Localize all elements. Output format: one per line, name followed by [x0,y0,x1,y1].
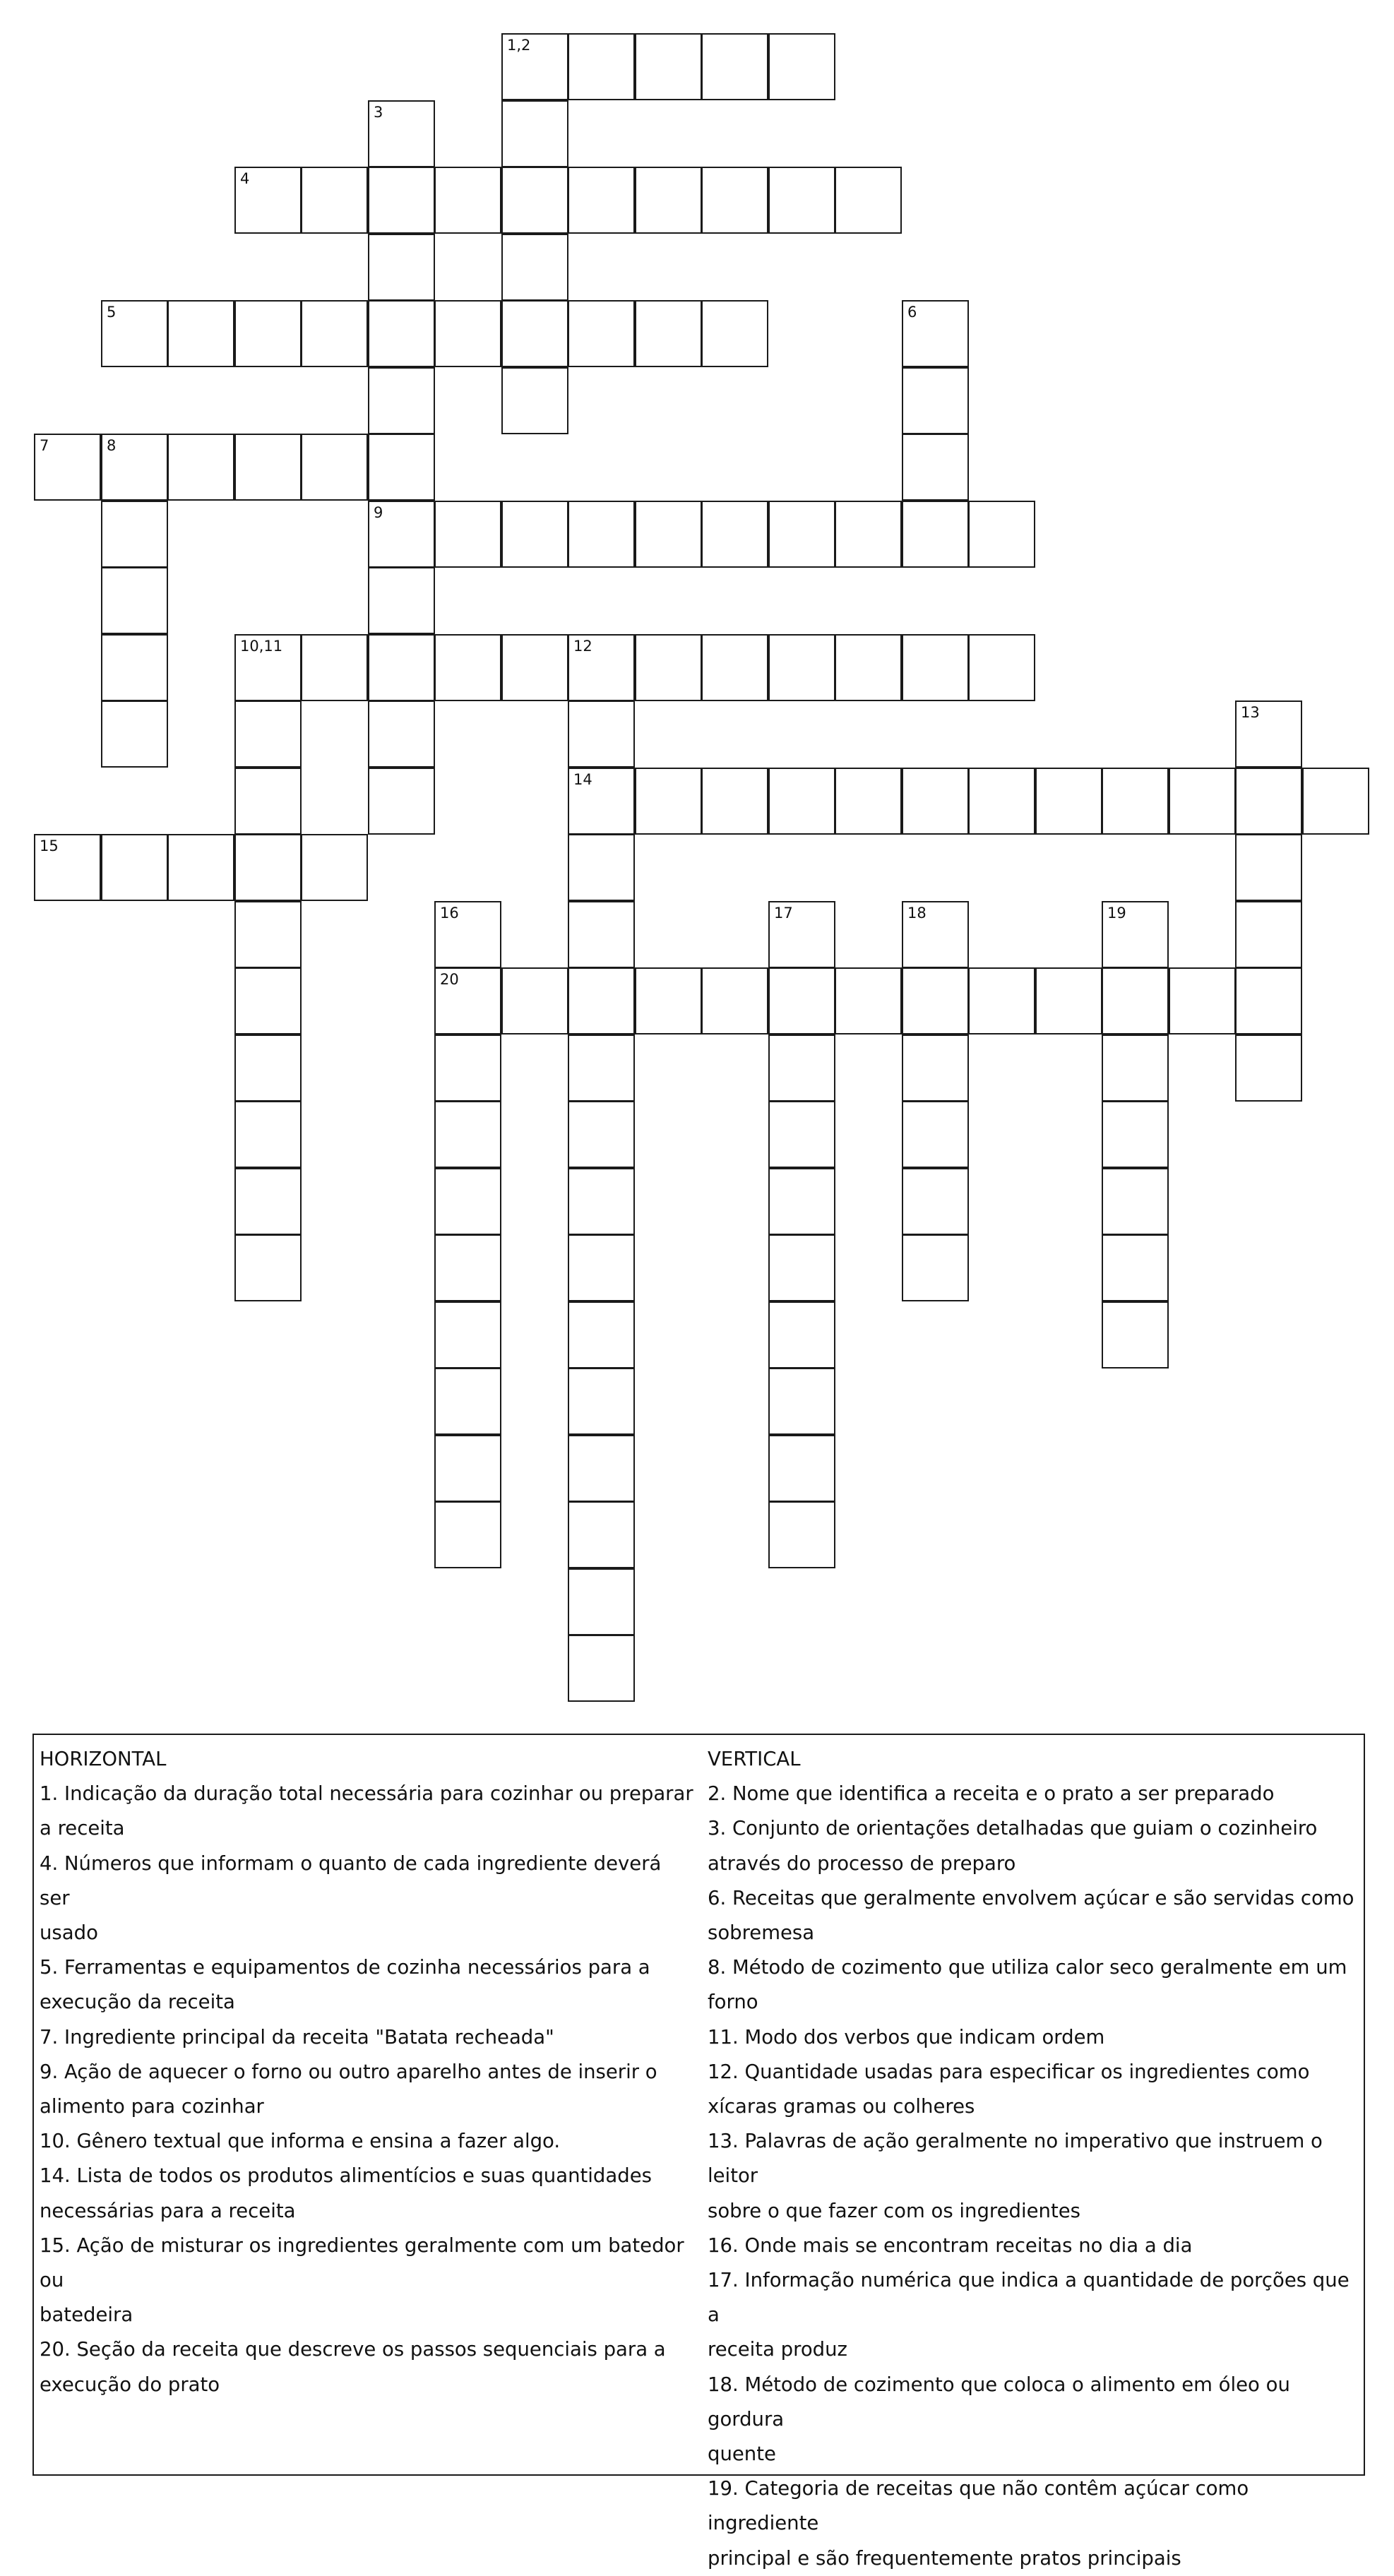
grid-cell[interactable] [835,634,902,701]
grid-cell[interactable] [234,167,302,234]
grid-cell[interactable] [701,167,768,234]
clue-line: principal e são frequentemente pratos principais [708,2546,1181,2570]
clue-line: 7. Ingrediente principal da receita "Batata recheada" [40,2025,554,2049]
grid-cell[interactable] [1102,1301,1169,1368]
clue-line: 18. Método de cozimento que coloca o alimento em óleo ou gordura [708,2373,1290,2431]
grid-cell[interactable] [568,1635,635,1702]
grid-cell[interactable] [1102,901,1169,968]
grid-cell[interactable] [968,967,1035,1034]
grid-cell[interactable] [234,1234,302,1301]
grid-cell[interactable] [1169,768,1236,835]
vertical-heading: VERTICAL [708,1748,801,1770]
grid-cell[interactable] [234,967,302,1034]
grid-cell[interactable] [167,434,234,501]
grid-cell[interactable] [368,167,435,234]
grid-cell[interactable] [768,33,835,100]
clue-line: 20. Seção da receita que descreve os passos sequenciais para a [40,2338,666,2361]
grid-cell[interactable] [768,1034,835,1102]
grid-cell[interactable] [568,1101,635,1168]
grid-cell[interactable] [768,1168,835,1235]
grid-cell[interactable] [635,33,702,100]
grid-cell[interactable] [635,300,702,367]
grid-cell[interactable] [902,367,969,434]
grid-cell[interactable] [101,434,168,501]
grid-cell[interactable] [368,567,435,634]
grid-cell[interactable] [434,1101,501,1168]
grid-cell[interactable] [1235,768,1302,835]
grid-cell[interactable] [501,234,568,301]
grid-cell[interactable] [968,634,1035,701]
grid-cell[interactable] [568,1234,635,1301]
clue-number: 9 [374,504,383,521]
clue-line: batedeira [40,2303,133,2327]
grid-cell[interactable] [434,1034,501,1102]
grid-cell[interactable] [968,501,1035,568]
grid-cell[interactable] [301,167,368,234]
grid-cell[interactable] [501,967,568,1034]
grid-cell[interactable] [434,1234,501,1301]
grid-cell[interactable] [234,834,302,901]
grid-cell[interactable] [234,434,302,501]
grid-cell[interactable] [968,768,1035,835]
grid-cell[interactable] [434,967,501,1034]
grid-cell[interactable] [301,300,368,367]
grid-cell[interactable] [902,300,969,367]
grid-cell[interactable] [635,167,702,234]
grid-cell[interactable] [902,1034,969,1102]
grid-cell[interactable] [234,768,302,835]
clue-number: 7 [40,437,49,454]
grid-cell[interactable] [768,1301,835,1368]
clue-line: 4. Números que informam o quanto de cada ingrediente deverá ser [40,1852,662,1909]
grid-cell[interactable] [1102,768,1169,835]
grid-cell[interactable] [568,1368,635,1435]
grid-cell[interactable] [701,501,768,568]
grid-cell[interactable] [501,634,568,701]
clue-line: 13. Palavras de ação geralmente no imperativo que instruem o leitor [708,2130,1323,2188]
grid-cell[interactable] [368,234,435,301]
grid-cell[interactable] [701,300,768,367]
grid-cell[interactable] [701,967,768,1034]
grid-cell[interactable] [902,1168,969,1235]
grid-cell[interactable] [234,300,302,367]
clue-number: 13 [1241,704,1260,721]
grid-cell[interactable] [434,634,501,701]
grid-cell[interactable] [434,1168,501,1235]
clue-line: 9. Ação de aquecer o forno ou outro aparelho antes de inserir o [40,2060,657,2083]
grid-cell[interactable] [768,901,835,968]
clue-line: alimento para cozinhar [40,2095,264,2118]
clue-line: 15. Ação de misturar os ingredientes geralmente com um batedor ou [40,2234,684,2292]
grid-cell[interactable] [768,1501,835,1568]
grid-cell[interactable] [434,1435,501,1502]
grid-cell[interactable] [568,834,635,901]
clue-number: 6 [907,304,917,321]
grid-cell[interactable] [902,1234,969,1301]
grid-cell[interactable] [234,1034,302,1102]
clue-line: 2. Nome que identifica a receita e o prato a ser preparado [708,1782,1275,1806]
grid-cell[interactable] [434,501,501,568]
clue-number: 5 [107,304,117,321]
grid-cell[interactable] [701,768,768,835]
clue-number: 15 [40,837,59,854]
grid-cell[interactable] [101,634,168,701]
grid-cell[interactable] [701,33,768,100]
clue-number: 18 [907,905,927,922]
grid-cell[interactable] [368,634,435,701]
grid-cell[interactable] [234,700,302,768]
grid-cell[interactable] [434,1368,501,1435]
grid-cell[interactable] [101,501,168,568]
clue-line: necessárias para a receita [40,2199,296,2222]
grid-cell[interactable] [835,167,902,234]
clue-line: sobremesa [708,1921,815,1945]
grid-cell[interactable] [234,901,302,968]
grid-cell[interactable] [434,300,501,367]
grid-cell[interactable] [101,700,168,768]
grid-cell[interactable] [1102,1168,1169,1235]
grid-cell[interactable] [368,367,435,434]
clue-line: usado [40,1921,98,1945]
grid-cell[interactable] [167,300,234,367]
grid-cell[interactable] [568,300,635,367]
grid-cell[interactable] [902,1101,969,1168]
grid-cell[interactable] [835,967,902,1034]
horizontal-clues-column [40,1742,696,2402]
clue-line: 19. Categoria de receitas que não contêm açúcar como ingrediente [708,2477,1249,2535]
grid-cell[interactable] [701,634,768,701]
grid-cell[interactable] [234,634,302,701]
grid-cell[interactable] [835,768,902,835]
grid-cell[interactable] [635,967,702,1034]
grid-cell[interactable] [501,167,568,234]
clue-line: 17. Informação numérica que indica a quantidade de porções que a [708,2269,1350,2327]
grid-cell[interactable] [635,634,702,701]
grid-cell[interactable] [902,634,969,701]
grid-cell[interactable] [1035,967,1102,1034]
grid-cell[interactable] [301,434,368,501]
grid-cell[interactable] [301,834,368,901]
grid-cell[interactable] [768,1234,835,1301]
clue-line: forno [708,1991,758,2014]
grid-cell[interactable] [568,1301,635,1368]
grid-cell[interactable] [902,434,969,501]
clue-number: 10,11 [240,638,283,655]
grid-cell[interactable] [368,434,435,501]
vertical-clues-column [708,1742,1361,2576]
grid-cell[interactable] [501,33,568,100]
grid-cell[interactable] [1235,834,1302,901]
clue-line: 14. Lista de todos os produtos alimentícios e suas quantidades [40,2164,652,2188]
grid-cell[interactable] [568,700,635,768]
grid-cell[interactable] [34,834,101,901]
grid-cell[interactable] [835,501,902,568]
clue-line: quente [708,2443,776,2466]
horizontal-heading: HORIZONTAL [40,1748,167,1770]
clue-number: 1,2 [507,37,531,54]
grid-cell[interactable] [34,434,101,501]
grid-cell[interactable] [1235,967,1302,1034]
clue-line: 10. Gênero textual que informa e ensina a fazer algo. [40,2130,561,2153]
grid-cell[interactable] [1035,768,1102,835]
grid-cell[interactable] [568,1568,635,1635]
clue-line: 11. Modo dos verbos que indicam ordem [708,2025,1105,2049]
grid-cell[interactable] [568,1501,635,1568]
grid-cell[interactable] [568,967,635,1034]
grid-cell[interactable] [101,567,168,634]
grid-cell[interactable] [568,1435,635,1502]
clue-number: 12 [573,638,592,655]
grid-cell[interactable] [234,1168,302,1235]
grid-cell[interactable] [434,901,501,968]
grid-cell[interactable] [234,1101,302,1168]
grid-cell[interactable] [301,634,368,701]
grid-cell[interactable] [902,501,969,568]
grid-cell[interactable] [768,501,835,568]
grid-cell[interactable] [568,768,635,835]
clue-number: 20 [440,971,459,988]
grid-cell[interactable] [501,100,568,167]
grid-cell[interactable] [434,167,501,234]
grid-cell[interactable] [568,501,635,568]
grid-cell[interactable] [568,167,635,234]
clue-line: 12. Quantidade usadas para especificar os ingredientes como [708,2060,1310,2083]
grid-cell[interactable] [568,33,635,100]
grid-cell[interactable] [1235,700,1302,768]
grid-cell[interactable] [368,100,435,167]
grid-cell[interactable] [635,768,702,835]
clue-line: 3. Conjunto de orientações detalhadas que guiam o cozinheiro [708,1817,1318,1840]
grid-cell[interactable] [568,1168,635,1235]
grid-cell[interactable] [1169,967,1236,1034]
grid-cell[interactable] [368,700,435,768]
clue-number: 14 [573,771,592,788]
clue-line: execução do prato [40,2373,220,2396]
clue-number: 16 [440,905,459,922]
grid-cell[interactable] [768,768,835,835]
clue-number: 19 [1107,905,1126,922]
grid-cell[interactable] [501,300,568,367]
clue-line: 8. Método de cozimento que utiliza calor seco geralmente em um [708,1956,1347,1979]
grid-cell[interactable] [101,300,168,367]
grid-cell[interactable] [902,967,969,1034]
grid-cell[interactable] [635,501,702,568]
grid-cell[interactable] [1235,1034,1302,1102]
grid-cell[interactable] [1102,1034,1169,1102]
clue-box [32,1734,1365,2570]
grid-cell[interactable] [768,1101,835,1168]
grid-cell[interactable] [101,834,168,901]
grid-cell[interactable] [1235,901,1302,968]
grid-cell[interactable] [167,834,234,901]
grid-cell[interactable] [1102,967,1169,1034]
clue-line: 16. Onde mais se encontram receitas no dia a dia [708,2234,1193,2257]
grid-cell[interactable] [501,501,568,568]
clue-line: 6. Receitas que geralmente envolvem açúcar e são servidas como [708,1886,1354,1909]
clue-number: 3 [374,104,383,121]
grid-cell[interactable] [434,1501,501,1568]
clue-line: execução da receita [40,1991,235,2014]
clue-line: sobre o que fazer com os ingredientes [708,2199,1081,2222]
grid-cell[interactable] [902,901,969,968]
grid-cell[interactable] [501,367,568,434]
grid-cell[interactable] [434,1301,501,1368]
clue-number: 17 [774,905,793,922]
grid-cell[interactable] [368,300,435,367]
clue-line: xícaras gramas ou colheres [708,2095,975,2118]
grid-cell[interactable] [568,901,635,968]
clue-number: 8 [107,437,117,454]
clue-number: 4 [240,170,250,187]
grid-cell[interactable] [768,167,835,234]
grid-cell[interactable] [368,768,435,835]
grid-cell[interactable] [368,501,435,568]
grid-cell[interactable] [1302,768,1369,835]
clue-line: receita produz [708,2338,847,2361]
grid-cell[interactable] [768,1435,835,1502]
grid-cell[interactable] [768,967,835,1034]
clue-line: através do processo de preparo [708,1852,1016,1875]
grid-cell[interactable] [568,1034,635,1102]
clue-line: 1. Indicação da duração total necessária para cozinhar ou preparar [40,1782,693,1806]
clue-line: a receita [40,1817,125,1840]
clue-line: 5. Ferramentas e equipamentos de cozinha necessários para a [40,1956,650,1979]
grid-cell[interactable] [768,1368,835,1435]
grid-cell[interactable] [568,634,635,701]
grid-cell[interactable] [1102,1101,1169,1168]
grid-cell[interactable] [902,768,969,835]
grid-cell[interactable] [768,634,835,701]
grid-cell[interactable] [1102,1234,1169,1301]
